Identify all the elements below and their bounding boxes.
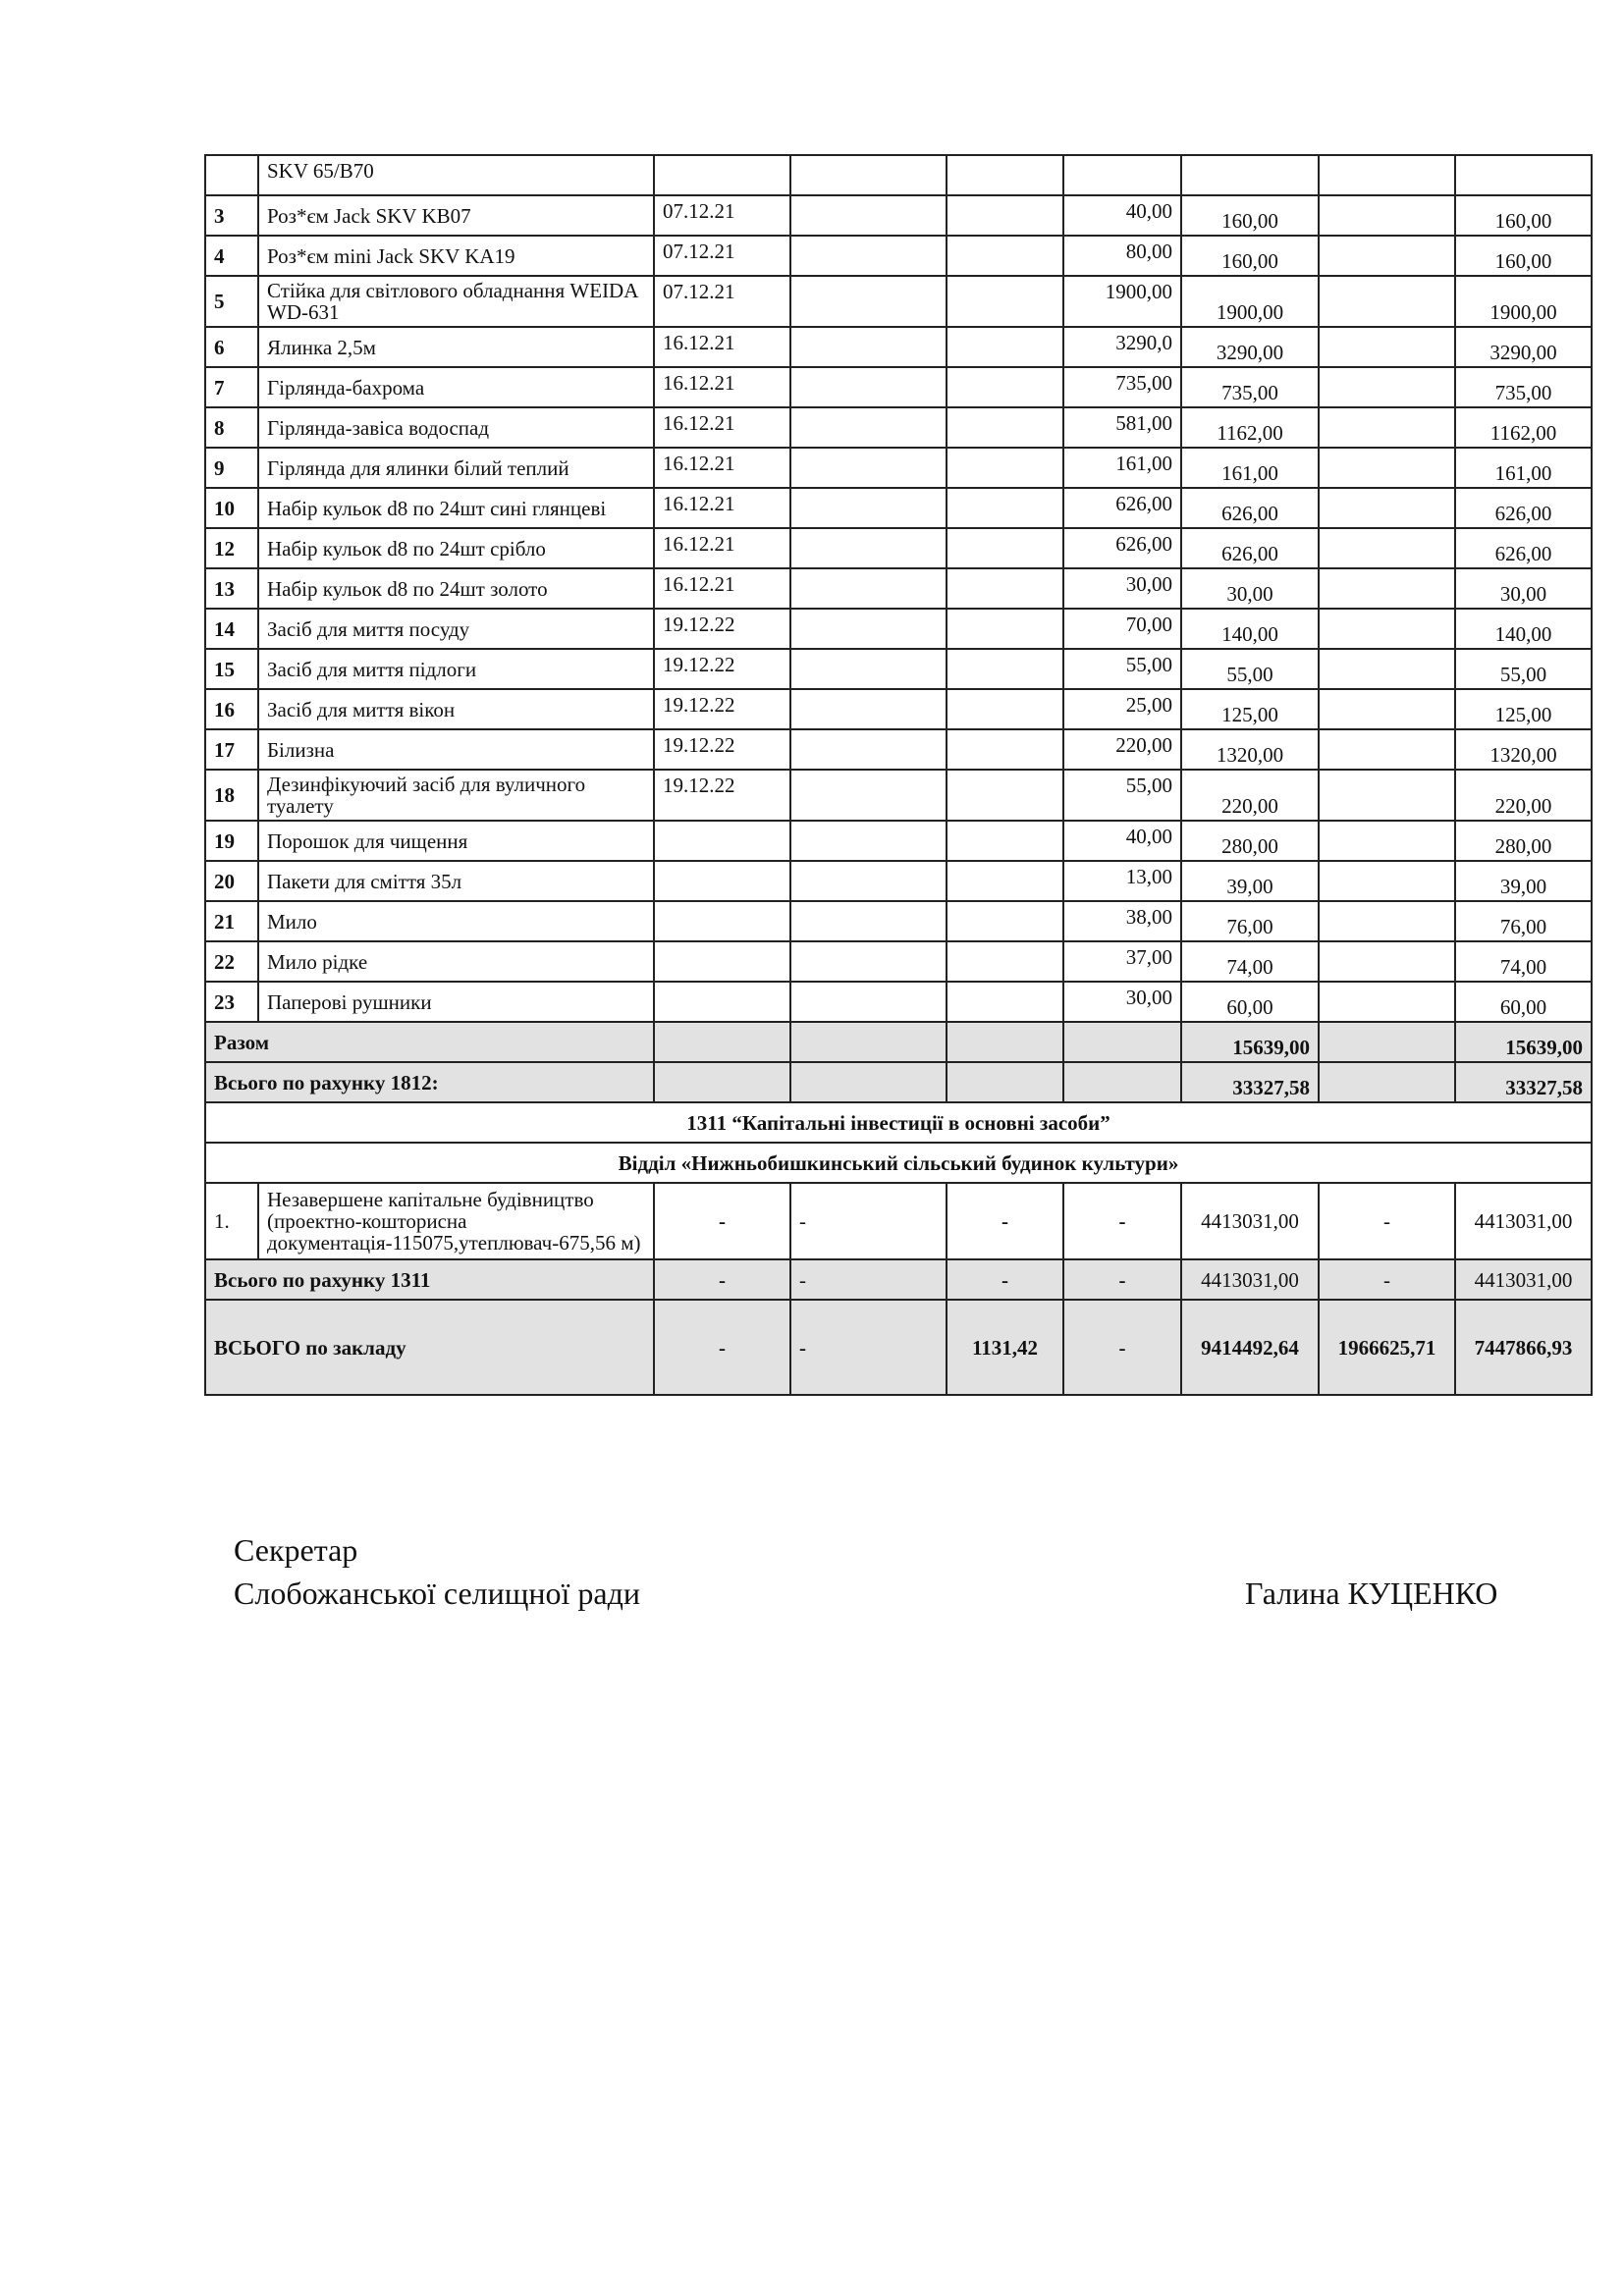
item-date: 16.12.21	[654, 448, 790, 488]
empty-cell	[947, 1062, 1063, 1102]
table-row	[205, 901, 1592, 941]
empty-cell	[790, 528, 947, 568]
item-name: Гірлянда-бахрома	[258, 367, 654, 407]
item-price: 581,00	[1063, 407, 1181, 448]
row-total: 4413031,00	[1455, 1259, 1592, 1300]
item-date: 07.12.21	[654, 236, 790, 276]
item-sum: 161,00	[1181, 448, 1319, 488]
empty-cell	[947, 729, 1063, 770]
dash-cell: -	[947, 1183, 1063, 1259]
item-price: 161,00	[1063, 448, 1181, 488]
table-row	[205, 770, 1592, 821]
empty-cell	[1319, 770, 1455, 821]
empty-cell	[1063, 1062, 1181, 1102]
item-total: 220,00	[1455, 770, 1592, 821]
empty-cell	[654, 1062, 790, 1102]
item-number: 1.	[205, 1183, 258, 1259]
empty-cell	[1319, 821, 1455, 861]
capital-item-row	[205, 1183, 1592, 1259]
table-row	[205, 649, 1592, 689]
item-sum: 55,00	[1181, 649, 1319, 689]
item-date: 16.12.21	[654, 407, 790, 448]
empty-cell	[1319, 568, 1455, 609]
item-sum: 140,00	[1181, 609, 1319, 649]
row-total: 33327,58	[1455, 1062, 1592, 1102]
table-row	[205, 982, 1592, 1022]
item-price: 55,00	[1063, 770, 1181, 821]
empty-cell	[1319, 861, 1455, 901]
empty-cell	[1319, 327, 1455, 367]
empty-cell	[790, 770, 947, 821]
item-sum: 220,00	[1181, 770, 1319, 821]
item-date: 16.12.21	[654, 568, 790, 609]
dash-cell: -	[790, 1259, 947, 1300]
empty-cell	[790, 649, 947, 689]
section-header: 1311 “Капітальні інвестиції в основні засоби”	[205, 1102, 1592, 1143]
item-number: 12	[205, 528, 258, 568]
item-sum: 1900,00	[1181, 276, 1319, 327]
item-date	[654, 901, 790, 941]
item-date: 16.12.21	[654, 488, 790, 528]
empty-cell	[947, 941, 1063, 982]
table-row	[205, 729, 1592, 770]
table-row	[205, 448, 1592, 488]
item-total: 735,00	[1455, 367, 1592, 407]
item-sum: 1320,00	[1181, 729, 1319, 770]
section-header-row	[205, 1102, 1592, 1143]
item-total: 125,00	[1455, 689, 1592, 729]
table-row	[205, 861, 1592, 901]
item-number: 8	[205, 407, 258, 448]
item-date: 19.12.22	[654, 609, 790, 649]
empty-cell	[790, 821, 947, 861]
empty-cell	[1319, 367, 1455, 407]
item-price: 30,00	[1063, 982, 1181, 1022]
empty-cell	[1063, 1022, 1181, 1062]
item-total: 39,00	[1455, 861, 1592, 901]
item-name: Мило	[258, 901, 654, 941]
empty-cell	[947, 367, 1063, 407]
item-sum: 30,00	[1181, 568, 1319, 609]
item-date	[654, 941, 790, 982]
item-date: 16.12.21	[654, 367, 790, 407]
item-date: 16.12.21	[654, 327, 790, 367]
item-number: 23	[205, 982, 258, 1022]
item-price: 70,00	[1063, 609, 1181, 649]
item-name: Білизна	[258, 729, 654, 770]
empty-cell	[790, 729, 947, 770]
item-date: 19.12.22	[654, 689, 790, 729]
empty-cell	[1319, 528, 1455, 568]
empty-cell	[790, 901, 947, 941]
table-row	[205, 488, 1592, 528]
grand-total-c8: 1966625,71	[1319, 1300, 1455, 1395]
empty-cell	[947, 488, 1063, 528]
item-total: 55,00	[1455, 649, 1592, 689]
item-sum: 74,00	[1181, 941, 1319, 982]
item-total: 140,00	[1455, 609, 1592, 649]
row-sum: 15639,00	[1181, 1022, 1319, 1062]
item-total: 1162,00	[1455, 407, 1592, 448]
item-date: 07.12.21	[654, 276, 790, 327]
empty-cell	[1319, 1022, 1455, 1062]
signature-title-line2: Слобожанської селищної ради	[234, 1575, 640, 1611]
empty-cell	[947, 568, 1063, 609]
dash-cell: -	[947, 1259, 1063, 1300]
item-total: 626,00	[1455, 488, 1592, 528]
item-total: 3290,00	[1455, 327, 1592, 367]
empty-cell	[1319, 941, 1455, 982]
item-name: Паперові рушники	[258, 982, 654, 1022]
item-sum: 735,00	[1181, 367, 1319, 407]
dash-cell: -	[654, 1300, 790, 1395]
inventory-table	[204, 154, 1593, 1396]
empty-cell	[947, 528, 1063, 568]
item-number: 6	[205, 327, 258, 367]
empty-cell	[1319, 1062, 1455, 1102]
item-sum: 39,00	[1181, 861, 1319, 901]
item-name: Порошок для чищення	[258, 821, 654, 861]
empty-cell	[790, 488, 947, 528]
table-row	[205, 236, 1592, 276]
dash-cell: -	[1319, 1259, 1455, 1300]
item-total: 160,00	[1455, 195, 1592, 236]
item-name: Стійка для світлового обладнання WEIDA WD-631	[258, 276, 654, 327]
item-number: 15	[205, 649, 258, 689]
item-price: 220,00	[1063, 729, 1181, 770]
grand-total-c5: 1131,42	[947, 1300, 1063, 1395]
item-date: 16.12.21	[654, 528, 790, 568]
item-total: 4413031,00	[1455, 1183, 1592, 1259]
item-name: Незавершене капітальне будівництво (проектно-кошторисна документація-115075,утеплювач-675,56 м)	[258, 1183, 654, 1259]
item-price: 30,00	[1063, 568, 1181, 609]
item-sum: 60,00	[1181, 982, 1319, 1022]
item-name: Засіб для миття посуду	[258, 609, 654, 649]
empty-cell	[790, 861, 947, 901]
empty-cell	[1319, 276, 1455, 327]
account-1311-row	[205, 1259, 1592, 1300]
item-name: Дезинфікуючий засіб для вуличного туалету	[258, 770, 654, 821]
item-total: 30,00	[1455, 568, 1592, 609]
item-sum: 280,00	[1181, 821, 1319, 861]
item-number: 17	[205, 729, 258, 770]
item-price: 37,00	[1063, 941, 1181, 982]
empty-cell	[790, 941, 947, 982]
empty-cell	[790, 689, 947, 729]
item-total: 626,00	[1455, 528, 1592, 568]
empty-cell	[790, 982, 947, 1022]
grand-total-row	[205, 1300, 1592, 1395]
empty-cell	[654, 1022, 790, 1062]
item-total: 1900,00	[1455, 276, 1592, 327]
item-number: 21	[205, 901, 258, 941]
item-price: 40,00	[1063, 821, 1181, 861]
item-price: 55,00	[1063, 649, 1181, 689]
item-price: 80,00	[1063, 236, 1181, 276]
table-row	[205, 568, 1592, 609]
empty-cell	[1319, 689, 1455, 729]
item-name: Мило рідке	[258, 941, 654, 982]
dash-cell: -	[654, 1259, 790, 1300]
table-row	[205, 609, 1592, 649]
signature-title-line1: Секретар	[234, 1532, 358, 1568]
empty-cell	[790, 367, 947, 407]
item-price: 735,00	[1063, 367, 1181, 407]
row-label: ВСЬОГО по закладу	[205, 1300, 654, 1395]
item-name: Пакети для сміття 35л	[258, 861, 654, 901]
dash-cell: -	[1063, 1259, 1181, 1300]
item-number: 16	[205, 689, 258, 729]
dash-cell: -	[1063, 1300, 1181, 1395]
item-total: 60,00	[1455, 982, 1592, 1022]
item-date: 19.12.22	[654, 729, 790, 770]
empty-cell	[947, 195, 1063, 236]
item-number: 20	[205, 861, 258, 901]
grand-total-total: 7447866,93	[1455, 1300, 1592, 1395]
row-total: 15639,00	[1455, 1022, 1592, 1062]
empty-cell	[947, 327, 1063, 367]
empty-cell	[947, 649, 1063, 689]
item-name: SKV 65/B70	[258, 155, 654, 195]
empty-cell	[1319, 236, 1455, 276]
dash-cell: -	[790, 1300, 947, 1395]
item-sum: 160,00	[1181, 236, 1319, 276]
row-label: Разом	[205, 1022, 654, 1062]
item-sum: 4413031,00	[1181, 1183, 1319, 1259]
department-header: Відділ «Нижньобишкинський сільський будинок культури»	[205, 1143, 1592, 1183]
item-number: 18	[205, 770, 258, 821]
empty-cell	[1319, 982, 1455, 1022]
empty-cell	[1319, 448, 1455, 488]
table-row	[205, 821, 1592, 861]
empty-cell	[790, 1062, 947, 1102]
item-name: Ялинка 2,5м	[258, 327, 654, 367]
table-row	[205, 528, 1592, 568]
item-total: 74,00	[1455, 941, 1592, 982]
empty-cell	[947, 901, 1063, 941]
item-name: Набір кульок d8 по 24шт сині глянцеві	[258, 488, 654, 528]
dash-cell: -	[654, 1183, 790, 1259]
empty-cell	[947, 448, 1063, 488]
table-row	[205, 276, 1592, 327]
item-name: Набір кульок d8 по 24шт срібло	[258, 528, 654, 568]
table-row	[205, 195, 1592, 236]
department-header-row	[205, 1143, 1592, 1183]
item-price: 3290,0	[1063, 327, 1181, 367]
item-name: Засіб для миття підлоги	[258, 649, 654, 689]
table-row	[205, 367, 1592, 407]
item-total: 161,00	[1455, 448, 1592, 488]
item-sum: 125,00	[1181, 689, 1319, 729]
table-row	[205, 941, 1592, 982]
empty-cell	[1319, 407, 1455, 448]
row-label: Всього по рахунку 1311	[205, 1259, 654, 1300]
item-number: 13	[205, 568, 258, 609]
empty-cell	[947, 689, 1063, 729]
item-total: 76,00	[1455, 901, 1592, 941]
empty-cell	[947, 609, 1063, 649]
item-number: 10	[205, 488, 258, 528]
item-name: Засіб для миття вікон	[258, 689, 654, 729]
item-name: Роз*єм Jack SKV KB07	[258, 195, 654, 236]
item-date	[654, 861, 790, 901]
table-row	[205, 327, 1592, 367]
empty-cell	[790, 448, 947, 488]
item-sum: 1162,00	[1181, 407, 1319, 448]
item-total: 280,00	[1455, 821, 1592, 861]
empty-cell	[790, 276, 947, 327]
item-name: Набір кульок d8 по 24шт золото	[258, 568, 654, 609]
item-number: 4	[205, 236, 258, 276]
item-date	[654, 821, 790, 861]
continuation-row	[205, 155, 1592, 195]
item-number: 22	[205, 941, 258, 982]
item-total: 1320,00	[1455, 729, 1592, 770]
empty-cell	[1319, 901, 1455, 941]
item-sum: 76,00	[1181, 901, 1319, 941]
item-price: 1900,00	[1063, 276, 1181, 327]
item-date: 07.12.21	[654, 195, 790, 236]
table-row	[205, 407, 1592, 448]
item-name: Гірлянда-завіса водоспад	[258, 407, 654, 448]
empty-cell	[790, 236, 947, 276]
item-name: Роз*єм mini Jack SKV KA19	[258, 236, 654, 276]
item-date: 19.12.22	[654, 770, 790, 821]
item-date: 19.12.22	[654, 649, 790, 689]
empty-cell	[947, 821, 1063, 861]
item-sum: 160,00	[1181, 195, 1319, 236]
subtotal-row	[205, 1022, 1592, 1062]
item-date	[654, 982, 790, 1022]
item-number: 3	[205, 195, 258, 236]
empty-cell	[947, 770, 1063, 821]
table-row	[205, 689, 1592, 729]
item-price: 13,00	[1063, 861, 1181, 901]
item-price: 626,00	[1063, 488, 1181, 528]
item-price: 626,00	[1063, 528, 1181, 568]
signature-name: Галина КУЦЕНКО	[1245, 1575, 1498, 1611]
dash-cell: -	[790, 1183, 947, 1259]
row-sum: 4413031,00	[1181, 1259, 1319, 1300]
dash-cell: -	[1063, 1183, 1181, 1259]
item-number: 9	[205, 448, 258, 488]
empty-cell	[947, 982, 1063, 1022]
empty-cell	[1319, 488, 1455, 528]
item-name: Гірлянда для ялинки білий теплий	[258, 448, 654, 488]
empty-cell	[947, 1022, 1063, 1062]
item-number: 5	[205, 276, 258, 327]
item-price: 40,00	[1063, 195, 1181, 236]
empty-cell	[790, 195, 947, 236]
empty-cell	[790, 568, 947, 609]
empty-cell	[947, 236, 1063, 276]
item-sum: 626,00	[1181, 528, 1319, 568]
item-sum: 626,00	[1181, 488, 1319, 528]
empty-cell	[1319, 729, 1455, 770]
empty-cell	[790, 407, 947, 448]
empty-cell	[947, 276, 1063, 327]
empty-cell	[1319, 609, 1455, 649]
empty-cell	[947, 861, 1063, 901]
item-number: 14	[205, 609, 258, 649]
grand-total-sum: 9414492,64	[1181, 1300, 1319, 1395]
empty-cell	[790, 609, 947, 649]
empty-cell	[790, 327, 947, 367]
empty-cell	[1319, 649, 1455, 689]
item-price: 38,00	[1063, 901, 1181, 941]
row-label: Всього по рахунку 1812:	[205, 1062, 654, 1102]
empty-cell	[790, 1022, 947, 1062]
empty-cell	[947, 407, 1063, 448]
item-total: 160,00	[1455, 236, 1592, 276]
item-sum: 3290,00	[1181, 327, 1319, 367]
dash-cell: -	[1319, 1183, 1455, 1259]
item-price: 25,00	[1063, 689, 1181, 729]
empty-cell	[1319, 195, 1455, 236]
item-number: 19	[205, 821, 258, 861]
item-number: 7	[205, 367, 258, 407]
account-1812-row	[205, 1062, 1592, 1102]
row-sum: 33327,58	[1181, 1062, 1319, 1102]
